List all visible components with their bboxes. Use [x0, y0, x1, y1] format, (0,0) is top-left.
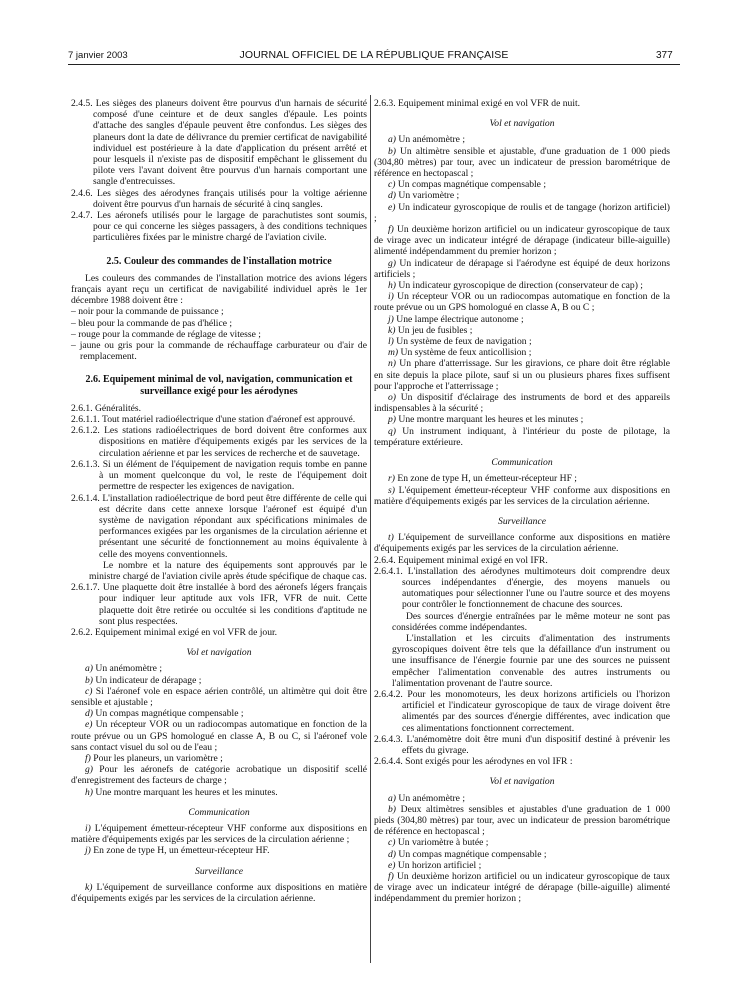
section-2-6-4-1: 2.6.4.1. L'installation des aérodynes multimoteurs doit comprendre deux sources indépendantes d'énergie, des moyens manuels ou automatiques pour sélectionner l'une ou l'autre source et des moyens pour contrôler le fonctionnement de chacune des sources.: [374, 565, 670, 611]
lettered-item: [374, 347, 670, 358]
column-divider: [370, 95, 371, 963]
section-2-6-1-7: 2.6.1.7. Une plaquette doit être installée à bord des aéronefs légers français pour indiquer leur aptitude aux vols IFR, VFR de nuit. Cette plaquette doit être retirée ou occultée si les conditions d'aptitude ne sont plus respectées.: [71, 582, 367, 627]
item-letter: j): [388, 313, 394, 325]
item-letter: g): [85, 764, 93, 776]
lettered-item: [71, 675, 367, 686]
color-list-item: – rouge pour la commande de réglage de vitesse ;: [71, 328, 261, 340]
item-text: Un deuxième horizon artificiel ou un indicateur gyroscopique de taux de virage avec un indicateur intégré de dérapage (bille-aiguille) alimenté indépendamment du premier horizon ;: [374, 871, 670, 905]
item-letter: d): [388, 848, 396, 860]
item-letter: f): [388, 224, 394, 236]
lettered-item: [374, 190, 670, 201]
left-column: [71, 98, 367, 904]
item-letter: n): [388, 358, 396, 370]
header-date: 7 janvier 2003: [68, 50, 128, 61]
item-letter: q): [388, 425, 396, 437]
item-text: Un jeu de fusibles ;: [397, 324, 473, 336]
item-letter: k): [85, 881, 93, 893]
item-text: Pour les aéronefs de catégorie acrobatique un dispositif scellé d'enregistrement des facteurs de charge ;: [71, 764, 367, 787]
item-text: Une montre marquant les heures et les minutes ;: [398, 414, 584, 426]
item-text: Un indicateur de dérapage ;: [95, 674, 202, 686]
lettered-item: [374, 793, 670, 804]
item-letter: r): [388, 473, 395, 485]
subheading-surveillance: Surveillance: [195, 865, 243, 877]
lettered-item: [374, 426, 670, 448]
item-letter: d): [85, 708, 93, 720]
item-text: Un variomètre à butée ;: [397, 837, 489, 849]
item-text: Deux altimètres sensibles et ajustables d'une graduation de 1 000 pieds (304,80 mètres) par tour, avec un indicateur de pression barométrique de référence en hectopascal ;: [374, 803, 670, 838]
item-text: Un instrument indiquant, à l'intérieur du poste de pilotage, la température extérieure.: [374, 425, 670, 448]
item-letter: k): [388, 324, 396, 336]
lettered-item: [374, 224, 670, 258]
item-text: Un indicateur gyroscopique de roulis et de tangage (horizon artificiel) ;: [374, 201, 670, 224]
lettered-item: [374, 358, 670, 392]
section-2-6-2: 2.6.2. Equipement minimal exigé en vol VFR de jour.: [71, 626, 278, 638]
lettered-item: [374, 325, 670, 336]
item-letter: s): [388, 484, 395, 496]
item-letter: l): [388, 336, 394, 348]
section-2-6-1-4: 2.6.1.4. L'installation radioélectrique de bord peut être différente de celle qui est décrite dans cette annexe lorsque l'aéronef est équipé d'un système de navigation répondant aux spécifications minimales de performances exigées par les organismes de la circulation aérienne et présentant une sécurité de fonctionnement au moins équivalente à celle des moyens conventionnels.: [71, 492, 367, 560]
subheading-surveillance: Surveillance: [498, 515, 546, 527]
section-2-6-4-2: 2.6.4.2. Pour les monomoteurs, les deux horizons artificiels ou l'horizon artificiel et l'indicateur gyroscopique de taux de virage doivent être alimentés par des sources d'énergie différentes, avec indication que ces alimentations fonctionnent correctement.: [374, 688, 670, 734]
item-text: Une lampe électrique autonome ;: [396, 313, 524, 325]
item-letter: e): [388, 201, 396, 213]
item-text: Un anémomètre ;: [95, 663, 163, 675]
item-letter: t): [388, 532, 394, 544]
item-letter: h): [388, 280, 396, 292]
section-2-6-4-3: 2.6.4.3. L'anémomètre doit être muni d'un dispositif destiné à prévenir les effets du givrage.: [374, 733, 670, 756]
section-2-6-4-1-cont-a: Des sources d'énergie entraînées par le même moteur ne sont pas considérées comme indépendantes.: [392, 610, 670, 633]
lettered-item: [374, 258, 670, 280]
subheading-communication: Communication: [491, 457, 553, 469]
item-letter: j): [85, 845, 91, 857]
item-letter: h): [85, 786, 93, 798]
item-text: Un anémomètre ;: [398, 134, 466, 146]
page-number: 377: [656, 50, 673, 61]
item-letter: m): [388, 347, 399, 359]
item-text: Un système de feux anticollision ;: [400, 347, 532, 359]
item-text: Un deuxième horizon artificiel ou un indicateur gyroscopique de taux de virage avec un indicateur intégré de dérapage (indicateur bille-aiguille) alimenté indépendamment du premier horizon ;: [374, 224, 670, 258]
item-letter: i): [85, 822, 91, 834]
lettered-item: [71, 823, 367, 845]
item-letter: c): [85, 685, 93, 697]
lettered-item: [374, 291, 670, 313]
item-text: Un récepteur VOR ou un radiocompas automatique en fonction de la route prévue ou un GPS homologué en classe A, B ou C, si l'aéronef vole sans contact visuel du sol ou de l'eau ;: [71, 719, 367, 753]
lettered-item: [374, 871, 670, 905]
lettered-item: [71, 708, 367, 719]
color-list-item: – bleu pour la commande de pas d'hélice ;: [71, 317, 233, 329]
item-letter: i): [388, 291, 394, 303]
section-2-6-1-4-cont: Le nombre et la nature des équipements sont approuvés par le ministre chargé de l'aviation civile après étude spécifique de chaque cas.: [89, 559, 367, 582]
item-text: Un anémomètre ;: [398, 792, 466, 804]
item-text: L'équipement émetteur-récepteur VHF conforme aux dispositions en matière d'équipements exigés par les services de la circulation aérienne ;: [71, 822, 367, 846]
lettered-item: [374, 314, 670, 325]
section-2-6-1-3: 2.6.1.3. Si un élément de l'équipement de navigation requis tombe en panne à un moment quelconque du vol, le reste de l'équipement doit permettre de respecter les exigences de navigation.: [71, 458, 367, 493]
item-text: Pour les planeurs, un variomètre ;: [93, 752, 223, 764]
lettered-item: [374, 849, 670, 860]
subheading-vol-navigation: Vol et navigation: [186, 647, 252, 659]
item-letter: p): [388, 414, 396, 426]
item-letter: g): [388, 257, 396, 269]
header-title: JOURNAL OFFICIEL DE LA RÉPUBLIQUE FRANÇAISE: [239, 49, 509, 61]
item-text: Un dispositif d'éclairage des instruments de bord et des appareils indispensables à la sécurité ;: [374, 392, 670, 415]
lettered-item: [374, 280, 670, 291]
item-text: Une montre marquant les heures et les minutes.: [95, 786, 278, 798]
lettered-item: [374, 485, 670, 507]
vfr-night-surv-list: [374, 532, 670, 554]
item-letter: a): [85, 663, 93, 675]
lettered-item: [71, 764, 367, 786]
item-text: En zone de type H, un émetteur-récepteur HF.: [93, 845, 270, 857]
item-text: En zone de type H, un émetteur-récepteur HF ;: [397, 473, 577, 485]
item-letter: b): [388, 145, 396, 157]
vfr-day-comm-list: [71, 823, 367, 857]
item-letter: f): [85, 752, 91, 764]
vfr-night-nav-list: [374, 134, 670, 448]
lettered-item: [71, 882, 367, 904]
heading-2-5: 2.5. Couleur des commandes de l'installation motrice: [106, 255, 332, 267]
item-text: Un compas magnétique compensable ;: [95, 708, 244, 720]
lettered-item: [374, 473, 670, 484]
section-2-4-6: 2.4.6. Les sièges des aérodynes français utilisés pour la voltige aérienne doivent être pourvus d'un harnais de sécurité à cinq sangles.: [71, 187, 367, 210]
item-text: Un indicateur de dérapage si l'aérodyne est équipé de deux horizons artificiels ;: [374, 257, 670, 280]
section-2-6-3: 2.6.3. Equipement minimal exigé en vol VFR de nuit.: [374, 98, 581, 109]
item-text: Un variomètre ;: [398, 190, 460, 202]
lettered-item: [71, 663, 367, 674]
vfr-day-nav-list: [71, 663, 367, 797]
lettered-item: [374, 146, 670, 180]
lettered-item: [374, 532, 670, 554]
item-text: L'équipement de surveillance conforme aux dispositions en matière d'équipements exigés par les services de la circulation aérienne.: [71, 881, 368, 904]
item-letter: b): [85, 674, 93, 686]
section-2-6-4-1-cont-b: L'installation et les circuits d'alimentation des instruments gyroscopiques doivent être tels que la défaillance d'un instrument ou une insuffisance de l'énergie fournie par une des sources ne puissent empêcher l'alimentation convenable des autres instruments ou l'alimentation provenant de l'autre source.: [392, 632, 670, 689]
subheading-vol-navigation: Vol et navigation: [489, 118, 555, 130]
lettered-item: [71, 753, 367, 764]
page-header: [0, 0, 748, 60]
color-list: [71, 306, 367, 362]
lettered-item: [374, 804, 670, 838]
item-letter: a): [388, 792, 396, 804]
subheading-communication: Communication: [188, 806, 250, 818]
color-list-item: – jaune ou gris pour la commande de réchauffage carburateur ou d'air de remplacement.: [71, 340, 367, 363]
color-list-item: – noir pour la commande de puissance ;: [71, 306, 224, 318]
section-2-4-7: 2.4.7. Les aéronefs utilisés pour le largage de parachutistes sont soumis, pour ce qui concerne les sièges passagers, à des conditions techniques particulières fixées par le ministre chargé de l'aviation civile.: [71, 210, 367, 244]
item-letter: e): [388, 859, 396, 871]
section-2-6-4-4: 2.6.4.4. Sont exigés pour les aérodynes en vol IFR :: [374, 756, 573, 768]
section-2-6-1: 2.6.1. Généralités.: [71, 402, 142, 414]
section-2-5-text: Les couleurs des commandes de l'installation motrice des avions légers français ayant reçu un certificat de navigabilité individuel après le 1er décembre 1988 doivent être :: [71, 272, 367, 307]
section-2-4-5: 2.4.5. Les sièges des planeurs doivent être pourvus d'un harnais de sécurité composé d'une ceinture et de deux sangles d'épaule. Les points d'attache des sangles d'épaule peuvent être confondus. Les sièges des planeurs dont la date de délivrance du premier certificat de navigabilité individuel est postérieure à la date d'application du présent arrêté et pour lesquels il n'existe pas de dispositif empêchant le glissement du pilote vers l'avant doivent être pourvus d'un harnais comportant une sangle d'entrecuisses.: [71, 98, 367, 188]
lettered-item: [71, 719, 367, 753]
lettered-item: [374, 860, 670, 871]
item-text: Un compas magnétique compensable ;: [398, 848, 547, 860]
lettered-item: [71, 787, 367, 798]
lettered-item: [71, 845, 367, 856]
lettered-item: [374, 134, 670, 145]
item-text: L'équipement de surveillance conforme aux dispositions en matière d'équipements exigés par les services de la circulation aérienne.: [374, 532, 670, 555]
header-rule: [68, 64, 680, 65]
ifr-nav-list: [374, 793, 670, 905]
lettered-item: [374, 392, 670, 414]
item-letter: c): [388, 837, 396, 849]
item-text: Un phare d'atterrissage. Sur les giravions, ce phare doit être réglable en site depuis la place pilote, sauf si un ou plusieurs phares fixes suffisent pour l'approche et l'atterrissage ;: [374, 358, 670, 392]
vfr-night-comm-list: [374, 473, 670, 507]
item-letter: o): [388, 392, 396, 404]
right-column: [374, 98, 670, 905]
heading-2-6: 2.6. Equipement minimal de vol, navigation, communication et surveillance exigé pour les aérodynes: [85, 374, 353, 397]
section-2-6-4: 2.6.4. Equipement minimal exigé en vol IFR.: [374, 554, 548, 566]
item-letter: b): [388, 803, 396, 815]
lettered-item: [71, 686, 367, 708]
item-letter: d): [388, 190, 396, 202]
item-text: Un système de feux de navigation ;: [396, 336, 532, 348]
lettered-item: [374, 414, 670, 425]
lettered-item: [374, 179, 670, 190]
subheading-vol-navigation-ifr: Vol et navigation: [489, 776, 555, 788]
section-2-6-1-2: 2.6.1.2. Les stations radioélectriques de bord doivent être conformes aux dispositions en matière d'équipements exigés par les services de la circulation aérienne et par les services de recherche et de sauvetage.: [71, 425, 367, 459]
item-text: Un récepteur VOR ou un radiocompas automatique en fonction de la route prévue ou un GPS homologué en classe A, B ou C ;: [374, 291, 670, 314]
item-letter: c): [388, 179, 396, 191]
item-text: Un indicateur gyroscopique de direction (conservateur de cap) ;: [398, 280, 643, 292]
lettered-item: [374, 336, 670, 347]
item-text: Un compas magnétique compensable ;: [397, 179, 546, 191]
item-text: L'équipement émetteur-récepteur VHF conforme aux dispositions en matière d'équipements exigés par les services de la circulation aérienne.: [374, 484, 671, 507]
item-text: Un altimètre sensible et ajustable, d'une graduation de 1 000 pieds (304,80 mètres) par tour, avec un indicateur de pression barométrique de référence en hectopascal ;: [374, 145, 670, 180]
lettered-item: [374, 202, 670, 224]
vfr-day-surv-list: [71, 882, 367, 904]
item-text: Si l'aéronef vole en espace aérien contrôlé, un altimètre qui doit être sensible et ajustable ;: [71, 685, 367, 708]
item-letter: f): [388, 871, 394, 882]
item-text: Un horizon artificiel ;: [397, 859, 482, 871]
item-letter: a): [388, 134, 396, 146]
section-2-6-1-1: 2.6.1.1. Tout matériel radioélectrique d'une station d'aéronef est approuvé.: [71, 414, 356, 426]
item-letter: e): [85, 719, 93, 731]
lettered-item: [374, 837, 670, 848]
